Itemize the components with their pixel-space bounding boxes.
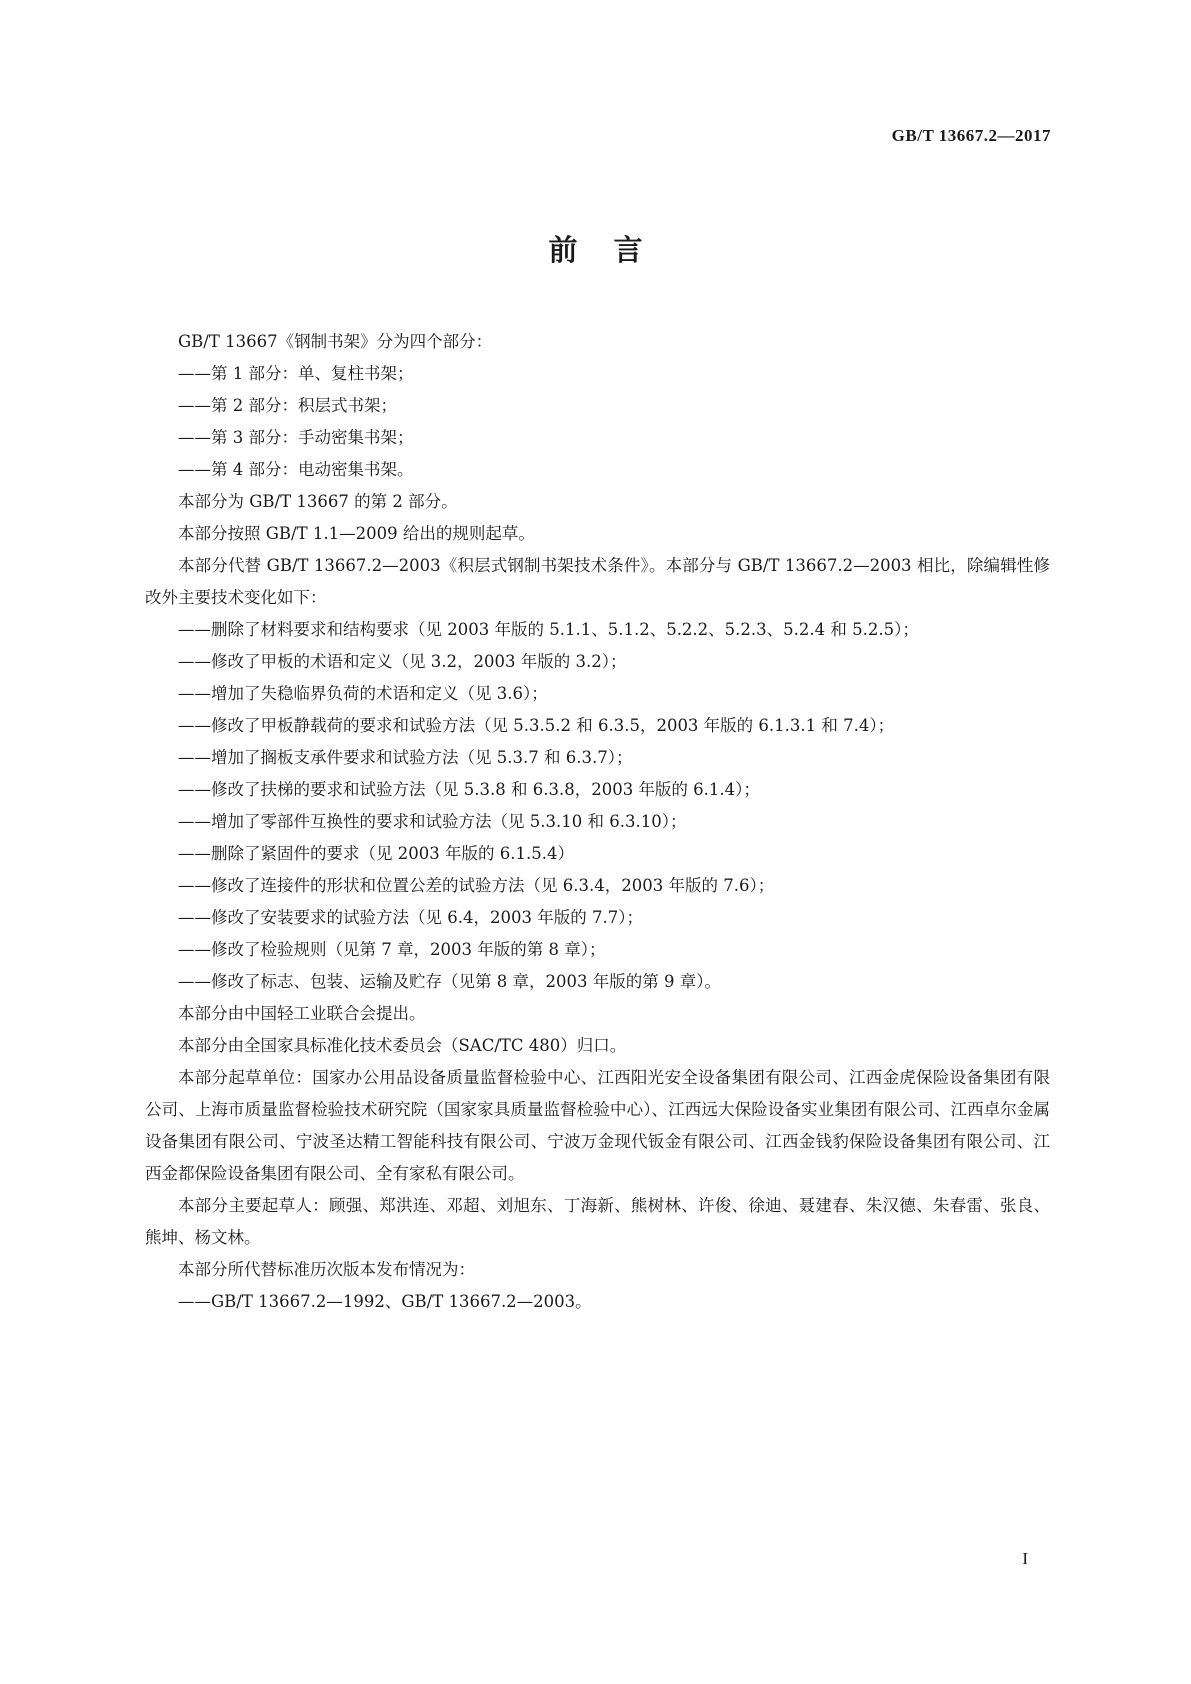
- page-title: 前言: [548, 233, 679, 267]
- list-item-change: ——修改了连接件的形状和位置公差的试验方法（见 6.3.4，2003 年版的 7.6）；: [178, 876, 775, 895]
- list-item-previous-edition: ——GB/T 13667.2—1992、GB/T 13667.2—2003。: [178, 1292, 592, 1311]
- paragraph-this-part: 本部分为 GB/T 13667 的第 2 部分。: [178, 492, 458, 511]
- paragraph-parts-intro: GB/T 13667《钢制书架》分为四个部分：: [178, 332, 493, 351]
- list-item-part-2: ——第 2 部分：积层式书架；: [178, 396, 397, 415]
- paragraph-administered-by: 本部分由全国家具标准化技术委员会（SAC/TC 480）归口。: [178, 1036, 627, 1055]
- list-item-change: ——增加了零部件互换性的要求和试验方法（见 5.3.10 和 6.3.10）；: [178, 812, 687, 831]
- standard-code: GB/T 13667.2—2017: [891, 126, 1051, 145]
- paragraph-proposed-by: 本部分由中国轻工业联合会提出。: [178, 1004, 426, 1023]
- list-item-change: ——修改了甲板静载荷的要求和试验方法（见 5.3.5.2 和 6.3.5，2003 年版的 6.1.3.1 和 7.4）；: [178, 716, 895, 735]
- paragraph-drafting-rules: 本部分按照 GB/T 1.1—2009 给出的规则起草。: [178, 524, 535, 543]
- list-item-change: ——增加了搁板支承件要求和试验方法（见 5.3.7 和 6.3.7）；: [178, 748, 633, 767]
- list-item-part-1: ——第 1 部分：单、复柱书架；: [178, 364, 414, 383]
- list-item-change: ——修改了甲板的术语和定义（见 3.2，2003 年版的 3.2）；: [178, 652, 627, 671]
- page-number: I: [1022, 1549, 1028, 1568]
- list-item-change: ——增加了失稳临界负荷的术语和定义（见 3.6）；: [178, 684, 548, 703]
- list-item-change: ——修改了安装要求的试验方法（见 6.4，2003 年版的 7.7）；: [178, 908, 643, 927]
- list-item-change: ——修改了标志、包装、运输及贮存（见第 8 章，2003 年版的第 9 章）。: [178, 972, 721, 991]
- list-item-change: ——修改了检验规则（见第 7 章，2003 年版的第 8 章）；: [178, 940, 606, 959]
- list-item-change: ——删除了材料要求和结构要求（见 2003 年版的 5.1.1、5.1.2、5.2.2、5.2.3、5.2.4 和 5.2.5）；: [178, 620, 919, 639]
- foreword-body: [145, 326, 1050, 1318]
- list-item-part-4: ——第 4 部分：电动密集书架。: [178, 460, 414, 479]
- paragraph-previous-editions: 本部分所代替标准历次版本发布情况为：: [178, 1260, 475, 1279]
- paragraph-drafters: 本部分主要起草人：顾强、郑洪连、邓超、刘旭东、丁海新、熊树林、许俊、徐迪、聂建春、朱汉德、朱春雷、张良、熊坤、杨文林。: [145, 1196, 1050, 1247]
- paragraph-replaces: 本部分代替 GB/T 13667.2—2003《积层式钢制书架技术条件》。本部分与 GB/T 13667.2—2003 相比，除编辑性修改外主要技术变化如下：: [145, 556, 1050, 607]
- paragraph-drafting-units: 本部分起草单位：国家办公用品设备质量监督检验中心、江西阳光安全设备集团有限公司、江西金虎保险设备集团有限公司、上海市质量监督检验技术研究院（国家家具质量监督检验中心）、江西远大保险设备实业集团有限公司、江西卓尔金属设备集团有限公司、宁波圣达精工智能科技有限公司、宁波万金现代钣金有限公司、江西金钱豹保险设备集团有限公司、江西金都保险设备集团有限公司、全有家私有限公司。: [145, 1068, 1050, 1183]
- list-item-part-3: ——第 3 部分：手动密集书架；: [178, 428, 414, 447]
- list-item-change: ——删除了紧固件的要求（见 2003 年版的 6.1.5.4）: [178, 844, 574, 863]
- list-item-change: ——修改了扶梯的要求和试验方法（见 5.3.8 和 6.3.8，2003 年版的 6.1.4）；: [178, 780, 760, 799]
